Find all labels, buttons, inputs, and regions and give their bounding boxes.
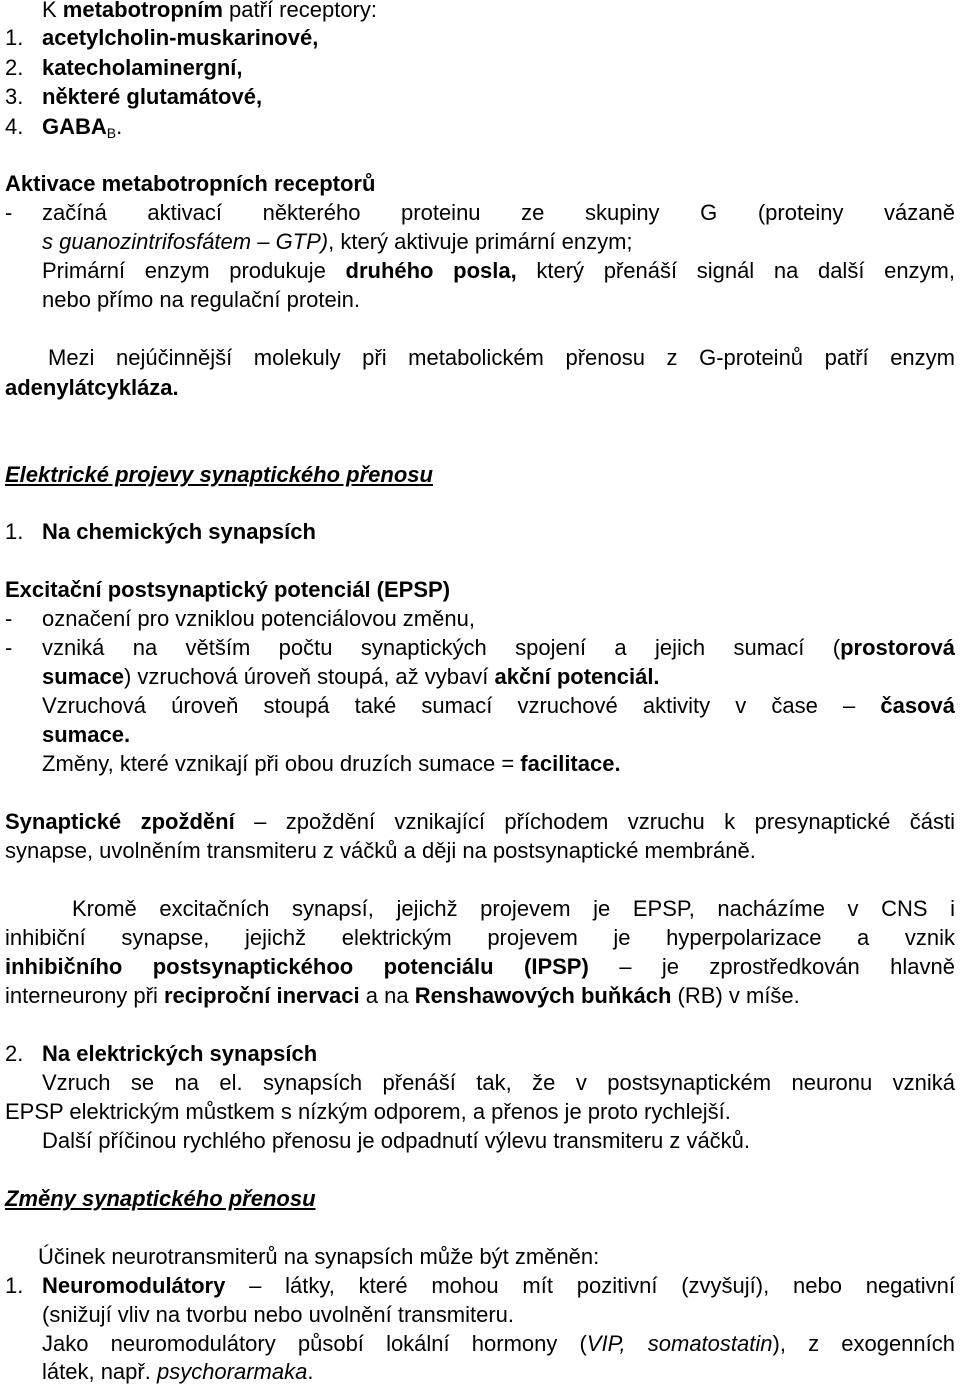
bold-text: inhibičního postsynaptickéhoo potenciálu (IPSP) <box>5 954 589 979</box>
bold-text: druhého posla, <box>345 258 517 283</box>
bold-text: sumace. <box>42 722 131 747</box>
paragraph-line <box>5 808 955 836</box>
bold-text: sumace <box>42 664 124 689</box>
paragraph-line <box>5 924 955 952</box>
paragraph-line <box>5 605 475 633</box>
list-number: 1. <box>5 25 24 50</box>
paragraph-line <box>72 895 955 923</box>
paragraph-line <box>42 750 621 778</box>
italic-text: VIP, somatostatin <box>586 1331 773 1356</box>
paragraph-line <box>42 721 130 749</box>
epsp-title <box>5 576 450 604</box>
list-subscript: B <box>106 125 117 141</box>
dash: - <box>5 635 13 660</box>
line-text: Vzruch se na el. synapsích přenáší tak, že v postsynaptickém neuronu vzniká <box>42 1070 955 1095</box>
paragraph-line <box>5 199 955 227</box>
line-text: začíná aktivací některého proteinu ze skupiny G (proteiny vázaně <box>42 200 955 225</box>
line-text: látek, např. <box>42 1359 157 1384</box>
intro-line <box>42 0 377 24</box>
paragraph-line <box>5 953 955 981</box>
line-text: – látky, které mohou mít pozitivní (zvyšují), nebo negativní <box>225 1273 955 1298</box>
list-number: 4. <box>5 114 24 139</box>
bold-text: prostorová <box>840 635 955 660</box>
line-text: interneurony při <box>5 983 164 1008</box>
bold-text: časová <box>880 693 955 718</box>
paragraph-line <box>42 692 955 720</box>
subsection-title <box>5 518 316 546</box>
line-text: Změny, které vznikají při obou druzích sumace = <box>42 751 521 776</box>
paragraph-line <box>42 1301 514 1329</box>
list-item <box>5 83 262 111</box>
intro-text-end: patří receptory: <box>222 0 377 22</box>
paragraph-line <box>42 257 955 285</box>
intro-bold: metabotropním <box>62 0 223 22</box>
paragraph-line <box>42 663 660 691</box>
line-text: Jako neuromodulátory působí lokální hormony ( <box>42 1331 587 1356</box>
line-text: ) vzruchová úroveň stoupá, až vybaví <box>123 664 495 689</box>
section-heading: Změny synaptického přenosu <box>5 1186 316 1211</box>
list-text: některé glutamátové, <box>42 84 263 109</box>
line-text: Mezi nejúčinnější molekuly při metabolickém přenosu z G-proteinů patří enzym <box>48 345 955 370</box>
dash: - <box>5 606 13 631</box>
section-title <box>5 170 375 198</box>
line-text: a na <box>359 983 415 1008</box>
paragraph-line <box>5 634 955 662</box>
list-tail: . <box>116 114 123 139</box>
list-text: acetylcholin-muskarinové, <box>42 25 319 50</box>
paragraph-line <box>5 1272 955 1300</box>
paragraph-line <box>5 837 756 865</box>
paragraph-line <box>5 1098 731 1126</box>
line-text: – zpoždění vznikající příchodem vzruchu k presynaptické části <box>234 809 955 834</box>
bold-text: Renshawových buňkách <box>414 983 672 1008</box>
list-item <box>5 24 318 52</box>
paragraph-line <box>42 1330 955 1358</box>
intro-text: K <box>42 0 63 22</box>
line-text: EPSP elektrickým můstkem s nízkým odporem, a přenos je proto rychlejší. <box>5 1099 731 1124</box>
paragraph-line <box>38 1243 599 1271</box>
bold-text: Na elektrických synapsích <box>42 1041 318 1066</box>
line-text: . <box>307 1359 314 1384</box>
line-text: Další příčinou rychlého přenosu je odpadnutí výlevu transmiteru z váčků. <box>42 1128 751 1153</box>
paragraph-line <box>42 286 360 314</box>
line-text: který přenáší signál na další enzym, <box>516 258 955 283</box>
list-item <box>5 113 122 147</box>
bold-text: akční potenciál. <box>494 664 660 689</box>
paragraph-line <box>5 982 800 1010</box>
paragraph-line <box>42 228 633 256</box>
dash: - <box>5 200 13 225</box>
line-text: Účinek neurotransmiterů na synapsích může být změněn: <box>38 1244 600 1269</box>
italic-text: s guanozintrifosfátem – GTP) <box>42 229 329 254</box>
list-number: 2. <box>5 1041 24 1066</box>
section-heading: Elektrické projevy synaptického přenosu <box>5 462 433 487</box>
bold-text: Synaptické zpoždění <box>5 809 235 834</box>
bold-text: Neuromodulátory <box>42 1273 226 1298</box>
section-title-text: Aktivace metabotropních receptorů <box>5 171 376 196</box>
bold-text: facilitace. <box>520 751 621 776</box>
line-text: synapse, uvolněním transmiteru z váčků a ději na postsynaptické membráně. <box>5 838 756 863</box>
list-number: 1. <box>5 519 24 544</box>
list-number: 3. <box>5 84 24 109</box>
paragraph-line <box>42 1069 955 1097</box>
list-text: katecholaminergní, <box>42 55 243 80</box>
paragraph-line <box>5 374 179 402</box>
line-text: Primární enzym produkuje <box>42 258 346 283</box>
line-text: inhibiční synapse, jejichž elektrickým projevem je hyperpolarizace a vznik <box>5 925 955 950</box>
bold-text: adenylátcykláza. <box>5 375 179 400</box>
paragraph-line <box>42 1127 750 1155</box>
paragraph-line <box>42 1358 313 1386</box>
subsection-title <box>5 1040 317 1068</box>
line-text: nebo přímo na regulační protein. <box>42 287 360 312</box>
list-number: 2. <box>5 55 24 80</box>
bold-text: Excitační postsynaptický potenciál (EPSP) <box>5 577 451 602</box>
line-text: (snižují vliv na tvorbu nebo uvolnění transmiteru. <box>42 1302 515 1327</box>
italic-text: psychorarmaka <box>156 1359 308 1384</box>
line-text: vzniká na větším počtu synaptických spojení a jejich sumací ( <box>42 635 841 660</box>
line-text: , který aktivuje primární enzym; <box>328 229 633 254</box>
line-text: Kromě excitačních synapsí, jejichž projevem je EPSP, nacházíme v CNS i <box>72 896 955 921</box>
paragraph-line <box>48 344 955 372</box>
list-number: 1. <box>5 1273 24 1298</box>
line-text: – je zprostředkován hlavně <box>588 954 955 979</box>
bold-text: reciproční inervaci <box>163 983 360 1008</box>
list-text: GABA <box>42 114 107 139</box>
bold-text: Na chemických synapsích <box>42 519 316 544</box>
line-text: označení pro vzniklou potenciálovou změnu, <box>42 606 475 631</box>
line-text: Vzruchová úroveň stoupá také sumací vzruchové aktivity v čase – <box>42 693 881 718</box>
line-text: (RB) v míše. <box>671 983 800 1008</box>
line-text: ), z exogenních <box>772 1331 955 1356</box>
list-item <box>5 54 243 82</box>
